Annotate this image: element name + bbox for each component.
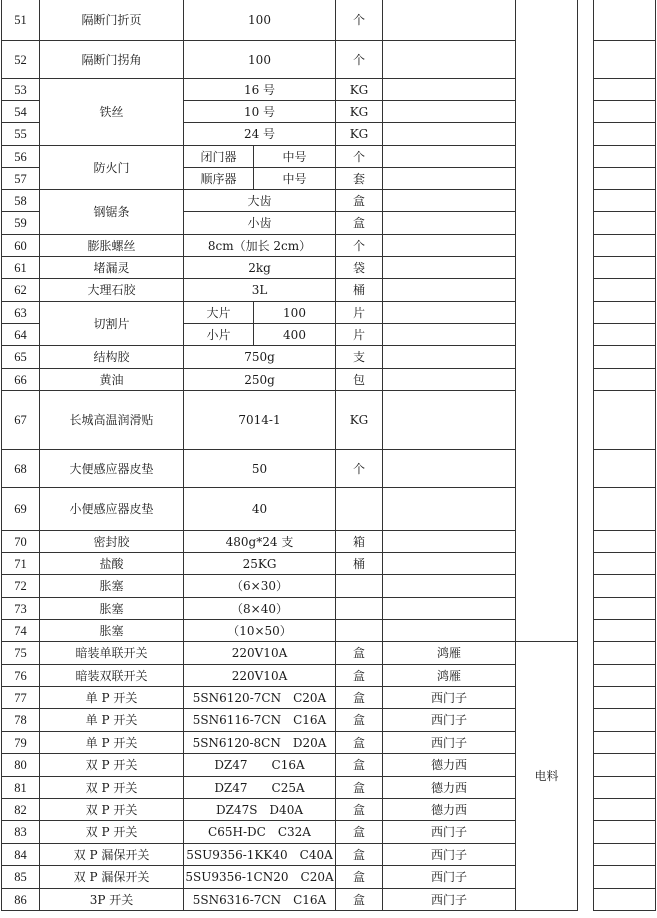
item-unit: 桶 (336, 553, 383, 575)
column-gap (578, 0, 594, 911)
row-number: 53 (2, 79, 40, 101)
remark-cell (594, 279, 656, 302)
remark-cell (594, 79, 656, 101)
item-brand: 德力西 (383, 777, 516, 799)
table-row (2, 0, 656, 41)
remark-cell (594, 866, 656, 889)
item-spec: （10×50） (184, 620, 336, 642)
remark-cell (594, 450, 656, 488)
row-number: 54 (2, 101, 40, 123)
item-unit: 盒 (336, 642, 383, 665)
row-number: 79 (2, 732, 40, 754)
row-number: 55 (2, 123, 40, 146)
item-spec: 24 号 (184, 123, 336, 146)
remark-cell (594, 620, 656, 642)
remark-cell (594, 0, 656, 41)
item-name: 膨胀螺丝 (40, 235, 184, 257)
remark-cell (594, 324, 656, 346)
item-name: 隔断门折页 (40, 0, 184, 41)
remark-cell (594, 821, 656, 844)
remark-cell (594, 123, 656, 146)
item-name: 大便感应器皮垫 (40, 450, 184, 488)
row-number: 73 (2, 598, 40, 620)
item-name: 单 P 开关 (40, 709, 184, 732)
materials-table (1, 0, 656, 911)
item-spec: （6×30） (184, 575, 336, 598)
item-brand (383, 598, 516, 620)
item-brand (383, 190, 516, 212)
item-spec: 7014-1 (184, 391, 336, 450)
item-name: 隔断门拐角 (40, 41, 184, 79)
item-name: 钢锯条 (40, 190, 184, 235)
item-unit: 个 (336, 235, 383, 257)
item-spec: 50 (184, 450, 336, 488)
item-brand (383, 146, 516, 168)
item-name: 结构胶 (40, 346, 184, 369)
item-brand (383, 212, 516, 235)
item-unit: KG (336, 79, 383, 101)
item-unit: 个 (336, 0, 383, 41)
row-number: 76 (2, 665, 40, 687)
item-unit: 个 (336, 41, 383, 79)
item-brand (383, 450, 516, 488)
category-label: 电料 (516, 642, 578, 911)
item-spec-size: 中号 (254, 168, 336, 190)
item-spec: 5SU9356-1CN20 C20A (184, 866, 336, 889)
row-number: 60 (2, 235, 40, 257)
item-brand (383, 79, 516, 101)
remark-cell (594, 531, 656, 553)
item-brand: 西门子 (383, 687, 516, 709)
item-unit: 盒 (336, 754, 383, 777)
remark-cell (594, 642, 656, 665)
row-number: 78 (2, 709, 40, 732)
item-spec: 5SU9356-1KK40 C40A (184, 844, 336, 866)
remark-cell (594, 41, 656, 79)
remark-cell (594, 146, 656, 168)
item-spec: 250g (184, 369, 336, 391)
remark-cell (594, 889, 656, 911)
item-name: 单 P 开关 (40, 732, 184, 754)
item-brand (383, 531, 516, 553)
row-number: 72 (2, 575, 40, 598)
row-number: 57 (2, 168, 40, 190)
item-spec: 16 号 (184, 79, 336, 101)
row-number: 63 (2, 302, 40, 324)
item-brand: 西门子 (383, 889, 516, 911)
item-brand (383, 488, 516, 531)
item-spec-size: 400 (254, 324, 336, 346)
item-spec-type: 大片 (184, 302, 254, 324)
item-brand (383, 324, 516, 346)
item-spec: 220V10A (184, 665, 336, 687)
item-brand (383, 391, 516, 450)
item-brand: 西门子 (383, 709, 516, 732)
item-brand: 德力西 (383, 799, 516, 821)
item-spec: 小齿 (184, 212, 336, 235)
table-row (2, 642, 656, 665)
row-number: 70 (2, 531, 40, 553)
item-spec: DZ47S D40A (184, 799, 336, 821)
remark-cell (594, 212, 656, 235)
item-brand (383, 346, 516, 369)
row-number: 85 (2, 866, 40, 889)
item-name: 双 P 漏保开关 (40, 844, 184, 866)
item-unit: 盒 (336, 821, 383, 844)
item-brand (383, 279, 516, 302)
item-brand (383, 235, 516, 257)
row-number: 71 (2, 553, 40, 575)
row-number: 86 (2, 889, 40, 911)
item-unit: 套 (336, 168, 383, 190)
remark-cell (594, 257, 656, 279)
item-brand (383, 302, 516, 324)
remark-cell (594, 488, 656, 531)
item-unit: 盒 (336, 665, 383, 687)
item-brand (383, 575, 516, 598)
item-name: 暗装单联开关 (40, 642, 184, 665)
item-spec-size: 中号 (254, 146, 336, 168)
item-spec: C65H-DC C32A (184, 821, 336, 844)
row-number: 61 (2, 257, 40, 279)
item-unit: 个 (336, 146, 383, 168)
item-name: 胀塞 (40, 598, 184, 620)
item-name: 胀塞 (40, 620, 184, 642)
item-unit: 盒 (336, 212, 383, 235)
item-name: 铁丝 (40, 79, 184, 146)
item-spec: 8cm（加长 2cm） (184, 235, 336, 257)
item-unit: KG (336, 123, 383, 146)
item-name: 双 P 开关 (40, 754, 184, 777)
item-brand (383, 168, 516, 190)
item-spec: 750g (184, 346, 336, 369)
item-spec: 10 号 (184, 101, 336, 123)
item-name: 双 P 开关 (40, 821, 184, 844)
item-spec: 40 (184, 488, 336, 531)
item-unit: 桶 (336, 279, 383, 302)
item-spec: （8×40） (184, 598, 336, 620)
item-unit: 片 (336, 324, 383, 346)
item-brand (383, 123, 516, 146)
item-name: 堵漏灵 (40, 257, 184, 279)
item-brand: 西门子 (383, 844, 516, 866)
item-spec: 5SN6120-8CN D20A (184, 732, 336, 754)
item-unit: 个 (336, 450, 383, 488)
row-number: 52 (2, 41, 40, 79)
item-name: 密封胶 (40, 531, 184, 553)
item-name: 黄油 (40, 369, 184, 391)
item-unit (336, 598, 383, 620)
item-spec: DZ47 C25A (184, 777, 336, 799)
item-spec: DZ47 C16A (184, 754, 336, 777)
remark-cell (594, 777, 656, 799)
item-spec: 5SN6120-7CN C20A (184, 687, 336, 709)
item-brand (383, 101, 516, 123)
item-unit: 袋 (336, 257, 383, 279)
row-number: 51 (2, 0, 40, 41)
row-number: 75 (2, 642, 40, 665)
item-name: 胀塞 (40, 575, 184, 598)
item-name: 长城高温润滑贴 (40, 391, 184, 450)
item-brand (383, 257, 516, 279)
item-brand: 鸿雁 (383, 642, 516, 665)
item-brand (383, 0, 516, 41)
row-number: 77 (2, 687, 40, 709)
item-spec: 100 (184, 0, 336, 41)
row-number: 59 (2, 212, 40, 235)
item-unit: 盒 (336, 777, 383, 799)
remark-cell (594, 598, 656, 620)
item-unit: 包 (336, 369, 383, 391)
item-unit: 盒 (336, 844, 383, 866)
item-spec-type: 小片 (184, 324, 254, 346)
item-name: 双 P 开关 (40, 777, 184, 799)
row-number: 62 (2, 279, 40, 302)
remark-cell (594, 302, 656, 324)
item-unit: KG (336, 391, 383, 450)
item-unit: 盒 (336, 732, 383, 754)
row-number: 66 (2, 369, 40, 391)
item-unit: 盒 (336, 687, 383, 709)
item-brand: 西门子 (383, 866, 516, 889)
item-brand (383, 620, 516, 642)
row-number: 56 (2, 146, 40, 168)
item-spec: 100 (184, 41, 336, 79)
remark-cell (594, 168, 656, 190)
item-spec: 25KG (184, 553, 336, 575)
item-brand: 西门子 (383, 732, 516, 754)
item-unit: KG (336, 101, 383, 123)
item-unit (336, 620, 383, 642)
remark-cell (594, 754, 656, 777)
item-name: 切割片 (40, 302, 184, 346)
remark-cell (594, 553, 656, 575)
row-number: 67 (2, 391, 40, 450)
category-cell (516, 0, 578, 642)
row-number: 64 (2, 324, 40, 346)
remark-cell (594, 101, 656, 123)
row-number: 84 (2, 844, 40, 866)
remark-cell (594, 687, 656, 709)
row-number: 69 (2, 488, 40, 531)
item-unit: 片 (336, 302, 383, 324)
remark-cell (594, 391, 656, 450)
item-brand: 鸿雁 (383, 665, 516, 687)
item-name: 暗装双联开关 (40, 665, 184, 687)
item-unit: 箱 (336, 531, 383, 553)
row-number: 82 (2, 799, 40, 821)
item-spec: 3L (184, 279, 336, 302)
item-brand (383, 41, 516, 79)
item-unit: 盒 (336, 709, 383, 732)
item-unit: 盒 (336, 889, 383, 911)
item-spec-type: 顺序器 (184, 168, 254, 190)
item-unit: 盒 (336, 190, 383, 212)
item-unit (336, 488, 383, 531)
row-number: 74 (2, 620, 40, 642)
remark-cell (594, 799, 656, 821)
remark-cell (594, 235, 656, 257)
item-spec: 2kg (184, 257, 336, 279)
item-spec: 220V10A (184, 642, 336, 665)
item-name: 3P 开关 (40, 889, 184, 911)
row-number: 81 (2, 777, 40, 799)
remark-cell (594, 369, 656, 391)
item-spec: 5SN6316-7CN C16A (184, 889, 336, 911)
item-unit: 支 (336, 346, 383, 369)
item-spec: 大齿 (184, 190, 336, 212)
remark-cell (594, 665, 656, 687)
item-unit: 盒 (336, 866, 383, 889)
item-brand (383, 553, 516, 575)
row-number: 58 (2, 190, 40, 212)
row-number: 65 (2, 346, 40, 369)
item-spec: 480g*24 支 (184, 531, 336, 553)
item-name: 盐酸 (40, 553, 184, 575)
item-spec-type: 闭门器 (184, 146, 254, 168)
item-name: 大理石胶 (40, 279, 184, 302)
remark-cell (594, 732, 656, 754)
item-brand: 西门子 (383, 821, 516, 844)
item-brand (383, 369, 516, 391)
row-number: 80 (2, 754, 40, 777)
item-name: 小便感应器皮垫 (40, 488, 184, 531)
item-name: 单 P 开关 (40, 687, 184, 709)
item-unit: 盒 (336, 799, 383, 821)
remark-cell (594, 346, 656, 369)
row-number: 68 (2, 450, 40, 488)
row-number: 83 (2, 821, 40, 844)
item-spec: 5SN6116-7CN C16A (184, 709, 336, 732)
item-name: 双 P 开关 (40, 799, 184, 821)
item-spec-size: 100 (254, 302, 336, 324)
remark-cell (594, 709, 656, 732)
remark-cell (594, 575, 656, 598)
item-name: 防火门 (40, 146, 184, 190)
remark-cell (594, 190, 656, 212)
remark-cell (594, 844, 656, 866)
item-brand: 德力西 (383, 754, 516, 777)
item-name: 双 P 漏保开关 (40, 866, 184, 889)
item-unit (336, 575, 383, 598)
